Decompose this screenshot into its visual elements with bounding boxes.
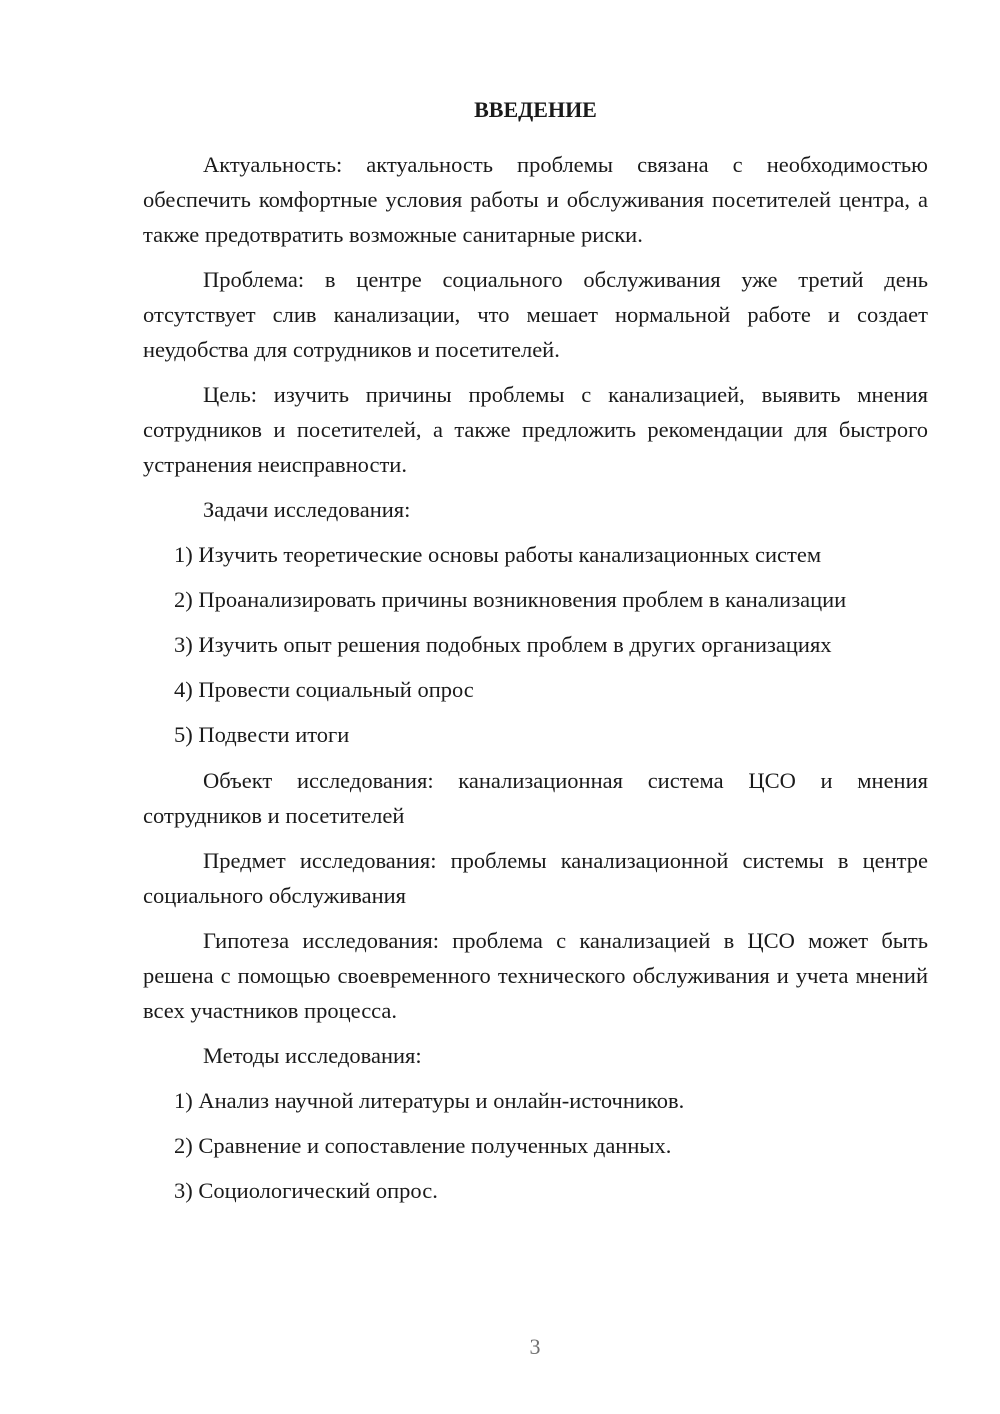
tasks-list [143, 537, 928, 752]
page-number: 3 [529, 1334, 541, 1359]
list-item: 4) Провести социальный опрос [174, 677, 474, 702]
list-item: 2) Проанализировать причины возникновения проблем в канализации [174, 587, 847, 612]
list-item: 1) Анализ научной литературы и онлайн-источников. [174, 1088, 685, 1113]
list-item: 2) Сравнение и сопоставление полученных данных. [174, 1133, 672, 1158]
list-item: 3) Изучить опыт решения подобных проблем в других организациях [174, 632, 832, 657]
subject-paragraph: Предмет исследования: проблемы канализационной системы в центре социального обслуживания [143, 848, 928, 908]
document-page [143, 92, 928, 1218]
problem-paragraph: Проблема: в центре социального обслуживания уже третий день отсутствует слив канализации, что мешает нормальной работе и создает неудобства для сотрудников и посетителей. [143, 267, 928, 362]
object-paragraph: Объект исследования: канализационная система ЦСО и мнения сотрудников и посетителей [143, 768, 928, 828]
relevance-paragraph: Актуальность: актуальность проблемы связана с необходимостью обеспечить комфортные условия работы и обслуживания посетителей центра, а также предотвратить возможные санитарные риски. [143, 152, 928, 247]
hypothesis-paragraph: Гипотеза исследования: проблема с канализацией в ЦСО может быть решена с помощью своевременного технического обслуживания и учета мнений всех участников процесса. [143, 928, 928, 1023]
goal-paragraph: Цель: изучить причины проблемы с канализацией, выявить мнения сотрудников и посетителей, а также предложить рекомендации для быстрого устранения неисправности. [143, 382, 928, 477]
list-item: 5) Подвести итоги [174, 722, 350, 747]
tasks-heading: Задачи исследования: [203, 497, 411, 522]
document-title: ВВЕДЕНИЕ [474, 97, 597, 122]
list-item: 1) Изучить теоретические основы работы канализационных систем [174, 542, 822, 567]
methods-list [143, 1083, 928, 1208]
methods-heading: Методы исследования: [203, 1043, 422, 1068]
list-item: 3) Социологический опрос. [174, 1178, 438, 1203]
